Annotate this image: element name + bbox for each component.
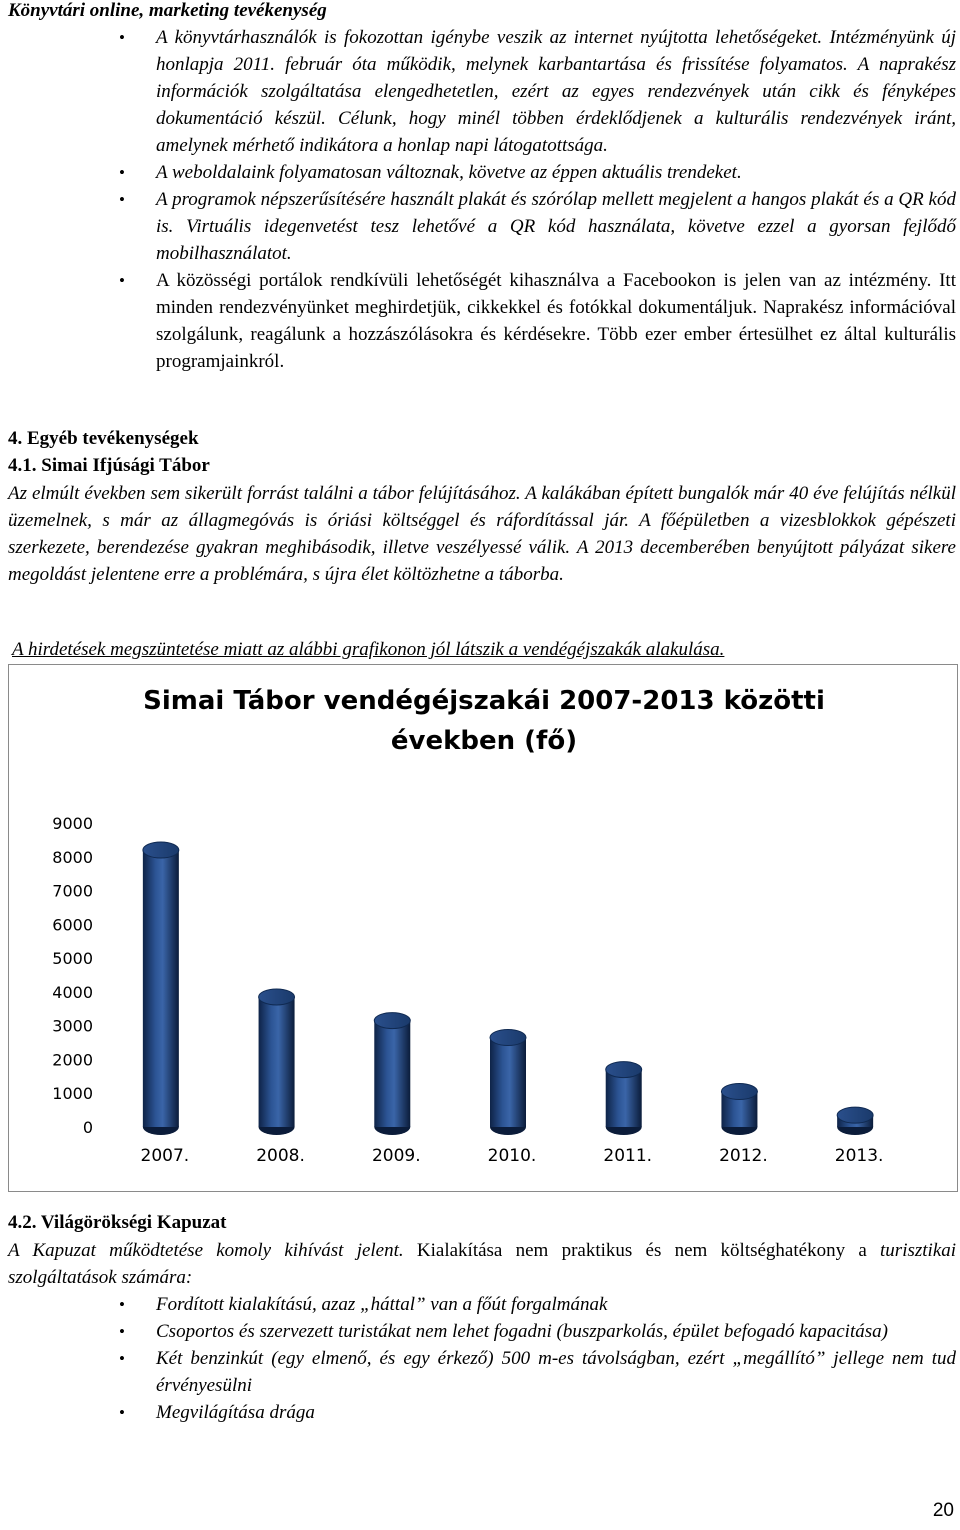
- chart-title-line2: években (fő): [390, 726, 578, 756]
- x-tick-label: 2013.: [834, 1146, 884, 1166]
- bar-cap: [721, 1084, 757, 1100]
- section-heading-4: 4. Egyéb tevékenységek: [8, 428, 199, 449]
- list-item: [0, 186, 960, 267]
- y-tick-label: 2000: [52, 1050, 93, 1070]
- x-tick-label: 2009.: [371, 1146, 421, 1166]
- paragraph-4-2: [8, 1237, 956, 1291]
- x-tick-label: 2010.: [487, 1146, 537, 1166]
- list-item: [0, 1318, 960, 1345]
- subsection-heading-4-2: 4.2. Világörökségi Kapuzat: [8, 1212, 227, 1233]
- bullet-text: A könyvtárhasználók is fokozottan igénybe veszik az internet nyújtotta lehetőségeket. Intézményünk új honlapja 2011. február óta működik, melynek karbantartása és frissítése folyamatos. A naprakész információk szolgáltatása elengedhetetlen, ezért az egyes rendezvények után cikk és fényképes dokumentáció készül. Célunk, hogy minél többen érdeklődjenek a kulturális rendezvények iránt, amelynek mérhető indikátora a honlap napi látogatottsága.: [156, 27, 956, 156]
- bar-body: [143, 850, 179, 1127]
- bar-body: [490, 1037, 526, 1127]
- y-tick-label: 5000: [52, 949, 93, 969]
- bar: [143, 842, 179, 1135]
- x-tick-label: 2012.: [719, 1146, 768, 1166]
- bullet-text: Csoportos és szervezett turistákat nem lehet fogadni (buszparkolás, épület befogadó kapacitása): [156, 1321, 888, 1342]
- bar: [374, 1013, 410, 1135]
- bar-cap: [606, 1062, 642, 1078]
- list-item: [0, 24, 960, 159]
- chart-caption: A hirdetések megszüntetése miatt az alábbi grafikonon jól látszik a vendégéjszakák alakulása.: [12, 639, 725, 660]
- bullet-text: Fordított kialakítású, azaz „háttal” van a főút forgalmának: [156, 1294, 608, 1315]
- intro-italic: A Kapuzat működtetése komoly kihívást jelent.: [8, 1240, 404, 1261]
- bullet-text: Megvilágítása drága: [156, 1402, 315, 1423]
- bullet-text: A weboldalaink folyamatosan változnak, követve az éppen aktuális trendeket.: [156, 162, 742, 183]
- y-tick-label: 6000: [52, 915, 93, 935]
- chart-title-line1: Simai Tábor vendégéjszakái 2007-2013 közötti: [143, 686, 825, 716]
- list-item: [0, 1345, 960, 1399]
- y-tick-label: 7000: [52, 881, 93, 901]
- list-item: [0, 1291, 960, 1318]
- y-tick-label: 3000: [52, 1016, 93, 1036]
- y-tick-label: 4000: [52, 982, 93, 1002]
- bar: [259, 989, 295, 1135]
- intro-plain: Kialakítása nem praktikus és nem költséghatékony a: [416, 1240, 867, 1261]
- bullet-text: A programok népszerűsítésére használt plakát és szórólap mellett megjelent a hangos plakát és a QR kód is. Virtuális idegenvetést tesz lehetővé a QR kód használata, követve ezzel a gyorsan fejlődő mobilhasználatot.: [156, 189, 956, 264]
- section-heading-online: Könyvtári online, marketing tevékenység: [8, 0, 327, 21]
- bar: [606, 1062, 642, 1135]
- x-tick-label: 2011.: [603, 1146, 653, 1166]
- online-bullet-list: [0, 24, 960, 375]
- list-item: [0, 1399, 960, 1426]
- y-tick-label: 8000: [52, 847, 93, 867]
- bar-cap: [143, 842, 179, 858]
- bar-cap: [374, 1013, 410, 1029]
- bar: [490, 1029, 526, 1135]
- bar-cap: [837, 1107, 873, 1123]
- bar: [837, 1107, 873, 1135]
- y-tick-label: 1000: [52, 1084, 93, 1104]
- bar-cap: [490, 1029, 526, 1045]
- bar: [721, 1084, 757, 1135]
- bar-body: [606, 1070, 642, 1127]
- bullet-text: Két benzinkút (egy elmenő, és egy érkező) 500 m-es távolságban, ezért „megállító” jellege nem tud érvényesülni: [156, 1348, 956, 1396]
- bar-body: [374, 1021, 410, 1127]
- list-item: [0, 267, 960, 375]
- paragraph-4-1: [8, 480, 956, 588]
- x-tick-label: 2008.: [256, 1146, 305, 1166]
- x-tick-label: 2007.: [140, 1146, 190, 1166]
- intro-italic-2: turisztikai szolgáltatások számára:: [8, 1240, 957, 1288]
- bar-body: [259, 997, 295, 1127]
- kapuzat-bullet-list: [0, 1291, 960, 1426]
- y-tick-label: 0: [82, 1118, 93, 1137]
- list-item: [0, 159, 960, 186]
- chart-plot: [9, 665, 959, 1193]
- bullet-text: A közösségi portálok rendkívüli lehetőségét kihasználva a Facebookon is jelen van az intézmény. Itt minden rendezvényünket meghirdetjük, cikkekkel és fotókkal dokumentáljuk. Naprakész információval szolgálunk, reagálunk a hozzászólásokra és kérdésekre. Több ezer ember értesülhet ez által kulturális programjainkról.: [156, 270, 956, 372]
- page-number: 20: [932, 1500, 954, 1521]
- bar-chart: [8, 664, 958, 1192]
- bar-cap: [259, 989, 295, 1005]
- y-tick-label: 9000: [52, 814, 93, 833]
- subsection-heading-4-1: 4.1. Simai Ifjúsági Tábor: [8, 455, 210, 476]
- paragraph-text: Az elmúlt években sem sikerült forrást találni a tábor felújításához. A kalákában épített bungalók már 40 éve felújítás nélkül üzemelnek, s már az állagmegóvás is óriási költséggel és ráfordítással jár. A főépületben a vizesblokkok gépészeti szerkezete, berendezése gyakran meghibásodik, illetve veszélyessé válik. A 2013 decemberében benyújtott pályázat sikere megoldást jelentene erre a problémára, s újra élet költözhetne a táborba.: [8, 483, 956, 585]
